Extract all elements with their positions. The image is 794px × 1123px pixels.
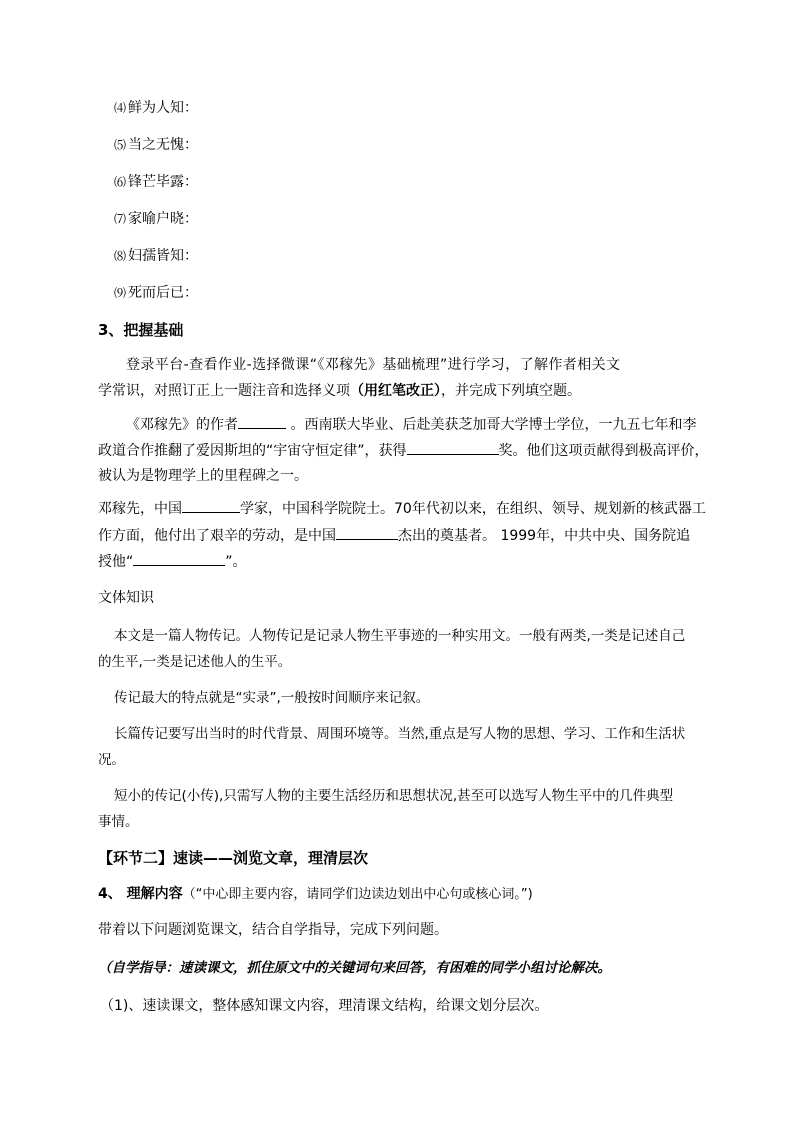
fill-in-paragraph-line: 作方面，他付出了艰辛的劳动，是中国 杰出的奠基者。 1999年，中共中央、国务院追	[98, 525, 690, 546]
link-2-heading: 【环节二】速读——浏览文章，理清层次	[98, 849, 369, 867]
self-study-guide: （自学指导：速读课文，抓住原文中的关键词句来回答，有困难的同学小组讨论解决。	[98, 960, 611, 976]
genre-paragraph-line: 长篇传记要写出当时的时代背景、周围环境等。当然,重点是写人物的思想、学习、工作和生活状	[114, 726, 686, 742]
genre-paragraph-line: 的生平,一类是记述他人的生平。	[98, 654, 292, 670]
idiom-item: ⑻ 妇孺皆知：	[114, 248, 199, 264]
genre-paragraph-line: 况。	[98, 752, 125, 768]
section-3-intro-line: 登录平台-查看作业-选择微课“《邓稼先》基础梳理”进行学习，了解作者相关文	[126, 357, 621, 373]
fill-in-paragraph-line: 《邓稼先》的作者 。西南联大毕业、后赴美获芝加哥大学博士学位，一九五七年和李	[126, 414, 696, 435]
section-3-intro-line: 学常识，对照订正上一题注音和选择义项（用红笔改正），并完成下列填空题。	[98, 383, 581, 399]
genre-paragraph-line: 事情。	[98, 814, 139, 830]
fill-in-paragraph-line: 政道合作推翻了爱因斯坦的“宇宙守恒定律”，获得 奖。他们这项贡献得到极高评价，	[98, 440, 709, 461]
fill-blank[interactable]	[182, 498, 240, 513]
idiom-item: ⑼ 死而后已：	[114, 285, 199, 301]
genre-heading: 文体知识	[98, 590, 154, 606]
idiom-item: ⑸ 当之无愧：	[114, 137, 199, 153]
section-3-heading: 3、把握基础	[98, 321, 184, 339]
genre-paragraph-line: 本文是一篇人物传记。人物传记是记录人物生平事迹的一种实用文。一般有两类,一类是记述自己	[114, 628, 686, 644]
genre-paragraph-line: 短小的传记(小传),只需写人物的主要生活经历和思想状况,甚至可以选写人物生平中的几件典型	[114, 788, 674, 804]
fill-blank[interactable]	[336, 525, 398, 540]
section-4-heading: 4、 理解内容（“中心即主要内容，请同学们边读边划出中心句或核心词。”)	[98, 886, 533, 902]
idiom-item: ⑹ 锋芒毕露：	[114, 174, 199, 190]
fill-in-paragraph-line: 被认为是物理学上的里程碑之一。	[98, 468, 308, 484]
fill-in-paragraph-line: 授他“ ”。	[98, 551, 247, 572]
fill-blank[interactable]	[407, 440, 499, 455]
genre-paragraph-line: 传记最大的特点就是“实录”,一般按时间顺序来记叙。	[114, 690, 430, 706]
section-4-instruction: 带着以下问题浏览课文，结合自学指导，完成下列问题。	[98, 922, 448, 938]
fill-in-paragraph-line: 邓稼先，中国 学家，中国科学院院士。70年代初以来，在组织、领导、规划新的核武器工	[98, 498, 706, 519]
question-1: （1)、速读课文，整体感知课文内容，理清课文结构，给课文划分层次。	[100, 998, 549, 1014]
idiom-item: ⑷ 鲜为人知：	[114, 100, 199, 116]
fill-blank[interactable]	[238, 414, 286, 429]
idiom-item: ⑺ 家喻户晓：	[114, 211, 199, 227]
fill-blank[interactable]	[133, 551, 225, 566]
